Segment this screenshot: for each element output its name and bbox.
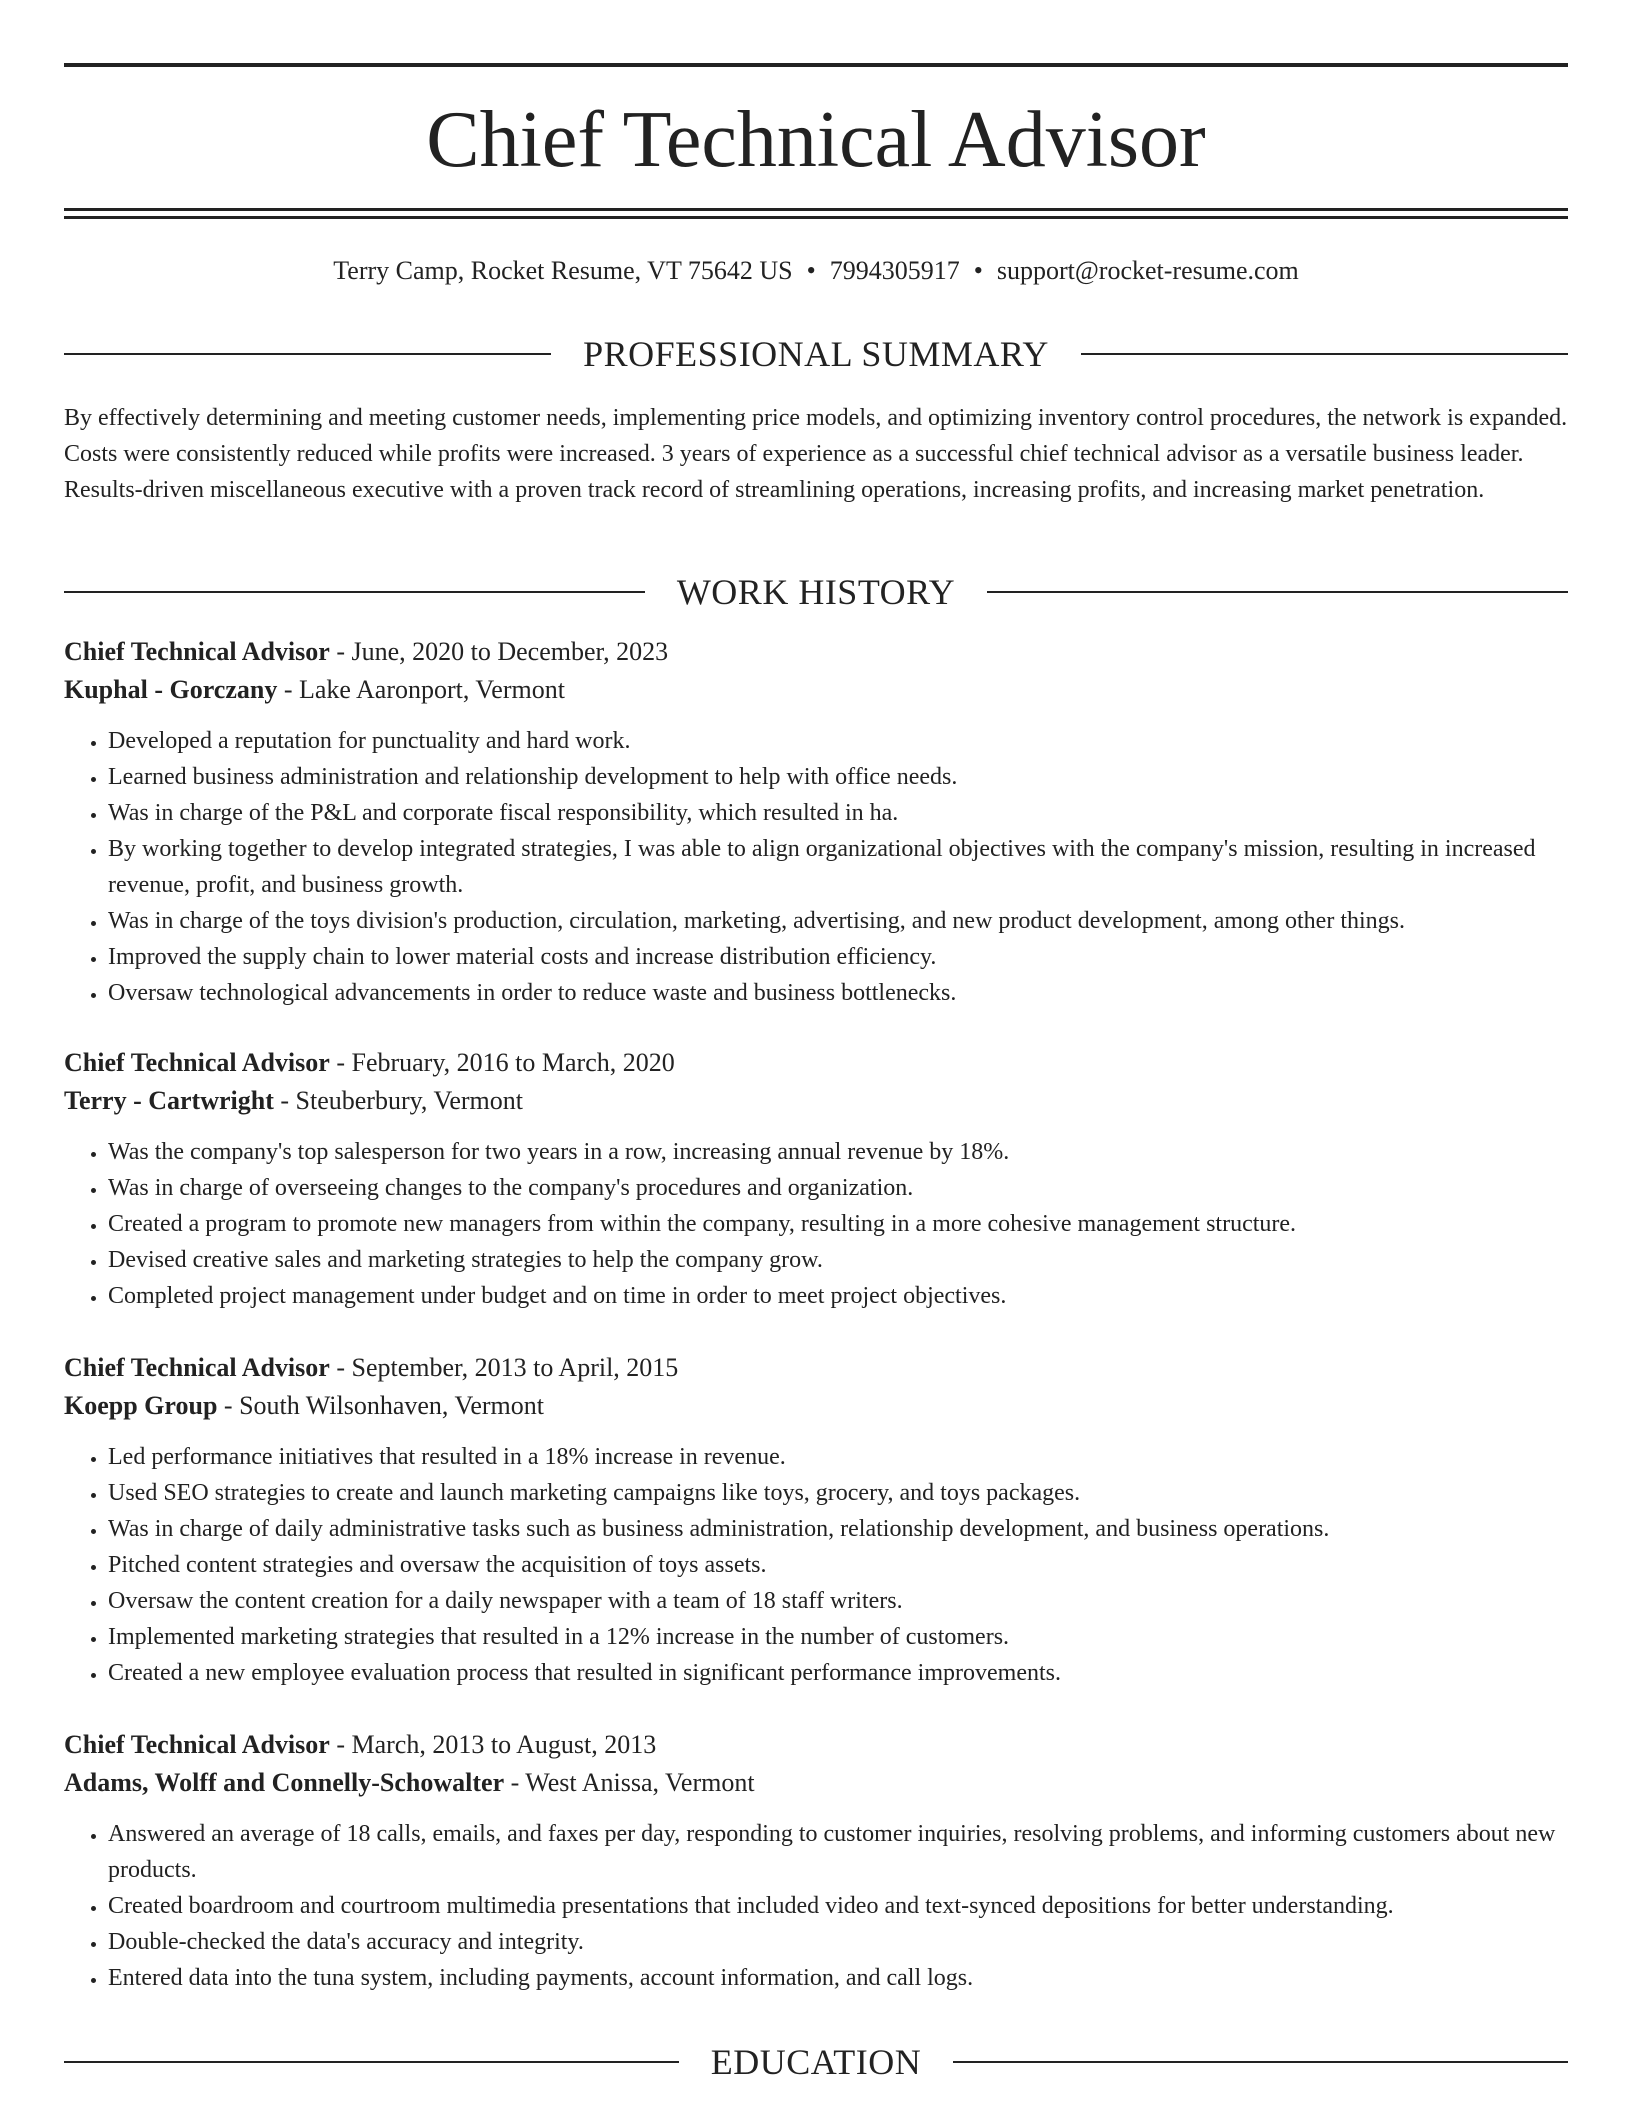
- job-entry-2: [64, 1044, 1568, 1314]
- section-rule-right: [953, 2061, 1568, 2063]
- professional-summary-text: By effectively determining and meeting customer needs, implementing price models, and optimizing inventory control procedures, the network is expanded. Costs were consistently reduced while profits were increased. 3 years of experience as a successful chief technical advisor as a versatile business leader. Results-driven miscellaneous executive with a proven track record of streamlining operations, increasing profits, and increasing market penetration.: [64, 405, 1568, 503]
- job-title: Chief Technical Advisor: [64, 1730, 330, 1759]
- job-company-line: [64, 1387, 1568, 1425]
- job-bullet: • Devised creative sales and marketing strategies to help the company grow.: [108, 1242, 1568, 1278]
- header-top-rule: [64, 63, 1568, 67]
- job-bullet: • Developed a reputation for punctuality and hard work.: [108, 723, 1568, 759]
- job-role-line: [64, 633, 1568, 671]
- job-bullet: • Created a new employee evaluation process that resulted in significant performance improvements.: [108, 1655, 1568, 1691]
- job-bullets: [64, 1439, 1568, 1691]
- section-rule-right: [987, 591, 1568, 593]
- section-rule-left: [64, 591, 645, 593]
- job-dates: - March, 2013 to August, 2013: [329, 1730, 657, 1759]
- job-bullets: [64, 1134, 1568, 1314]
- job-bullet: • Used SEO strategies to create and launch marketing campaigns like toys, grocery, and toys packages.: [108, 1475, 1568, 1511]
- contact-address: Terry Camp, Rocket Resume, VT 75642 US: [333, 256, 793, 285]
- job-bullet: • Entered data into the tuna system, including payments, account information, and call logs.: [108, 1960, 1568, 1996]
- job-bullet: • Improved the supply chain to lower material costs and increase distribution efficiency.: [108, 939, 1568, 975]
- contact-separator: •: [973, 256, 983, 285]
- job-company: Terry - Cartwright: [64, 1086, 274, 1115]
- job-bullet: • Was in charge of the toys division's production, circulation, marketing, advertising, and new product development, among other things.: [108, 903, 1568, 939]
- contact-separator: •: [806, 256, 816, 285]
- job-bullet: • Was in charge of daily administrative tasks such as business administration, relationship development, and business operations.: [108, 1511, 1568, 1547]
- job-bullet: • Learned business administration and relationship development to help with office needs.: [108, 759, 1568, 795]
- job-bullet: • Led performance initiatives that resulted in a 18% increase in revenue.: [108, 1439, 1568, 1475]
- section-rule-right: [1081, 353, 1568, 355]
- job-bullet: • Was the company's top salesperson for two years in a row, increasing annual revenue by 18%.: [108, 1134, 1568, 1170]
- job-location: - West Anissa, Vermont: [504, 1768, 755, 1797]
- job-bullet: • Created boardroom and courtroom multimedia presentations that included video and text-synced depositions for better understanding.: [108, 1888, 1568, 1924]
- job-bullet: • Oversaw the content creation for a daily newspaper with a team of 18 staff writers.: [108, 1583, 1568, 1619]
- job-bullet: • Implemented marketing strategies that resulted in a 12% increase in the number of customers.: [108, 1619, 1568, 1655]
- job-role-line: [64, 1044, 1568, 1082]
- section-title-education: EDUCATION: [710, 2042, 922, 2082]
- job-dates: - June, 2020 to December, 2023: [329, 637, 669, 666]
- job-bullet: • By working together to develop integrated strategies, I was able to align organizational objectives with the company's mission, resulting in increased revenue, profit, and business growth.: [108, 831, 1568, 903]
- job-bullet: • Double-checked the data's accuracy and integrity.: [108, 1924, 1568, 1960]
- job-dates: - February, 2016 to March, 2020: [329, 1048, 675, 1077]
- job-dates: - September, 2013 to April, 2015: [329, 1353, 679, 1382]
- section-header-work: [64, 570, 1568, 614]
- section-header-summary: [64, 332, 1568, 376]
- job-role-line: [64, 1726, 1568, 1764]
- job-title: Chief Technical Advisor: [64, 1353, 330, 1382]
- job-location: - Steuberbury, Vermont: [273, 1086, 523, 1115]
- job-title: Chief Technical Advisor: [64, 637, 330, 666]
- job-entry-1: [64, 633, 1568, 1011]
- job-company: Koepp Group: [64, 1391, 218, 1420]
- job-company-line: [64, 671, 1568, 709]
- job-bullet: • Was in charge of overseeing changes to the company's procedures and organization.: [108, 1170, 1568, 1206]
- job-bullet: • Answered an average of 18 calls, emails, and faxes per day, responding to customer inquiries, resolving problems, and informing customers about new products.: [108, 1816, 1568, 1888]
- section-title-work: WORK HISTORY: [676, 572, 956, 612]
- contact-email: support@rocket-resume.com: [996, 256, 1299, 285]
- section-header-education: [64, 2040, 1568, 2084]
- job-bullet: • Was in charge of the P&L and corporate fiscal responsibility, which resulted in ha.: [108, 795, 1568, 831]
- contact-phone: 7994305917: [829, 256, 960, 285]
- job-location: - South Wilsonhaven, Vermont: [217, 1391, 544, 1420]
- job-entry-3: [64, 1349, 1568, 1691]
- section-rule-left: [64, 2061, 679, 2063]
- job-company: Adams, Wolff and Connelly-Schowalter: [64, 1768, 505, 1797]
- section-rule-left: [64, 353, 551, 355]
- header-double-rule-upper: [64, 208, 1568, 211]
- contact-line: [64, 254, 1568, 288]
- job-role-line: [64, 1349, 1568, 1387]
- job-bullet: • Pitched content strategies and oversaw the acquisition of toys assets.: [108, 1547, 1568, 1583]
- job-company: Kuphal - Gorczany: [64, 675, 278, 704]
- job-bullets: [64, 1816, 1568, 1996]
- job-bullet: • Created a program to promote new managers from within the company, resulting in a more cohesive management structure.: [108, 1206, 1568, 1242]
- section-title-summary: PROFESSIONAL SUMMARY: [583, 334, 1049, 374]
- page-title: Chief Technical Advisor: [426, 96, 1206, 184]
- job-bullets: [64, 723, 1568, 1011]
- job-bullet: • Oversaw technological advancements in order to reduce waste and business bottlenecks.: [108, 975, 1568, 1011]
- header-double-rule-lower: [64, 216, 1568, 219]
- job-company-line: [64, 1082, 1568, 1120]
- job-company-line: [64, 1764, 1568, 1802]
- job-entry-4: [64, 1726, 1568, 1996]
- job-bullet: • Completed project management under budget and on time in order to meet project objectives.: [108, 1278, 1568, 1314]
- job-location: - Lake Aaronport, Vermont: [277, 675, 565, 704]
- resume-page: [64, 0, 1568, 2112]
- job-title: Chief Technical Advisor: [64, 1048, 330, 1077]
